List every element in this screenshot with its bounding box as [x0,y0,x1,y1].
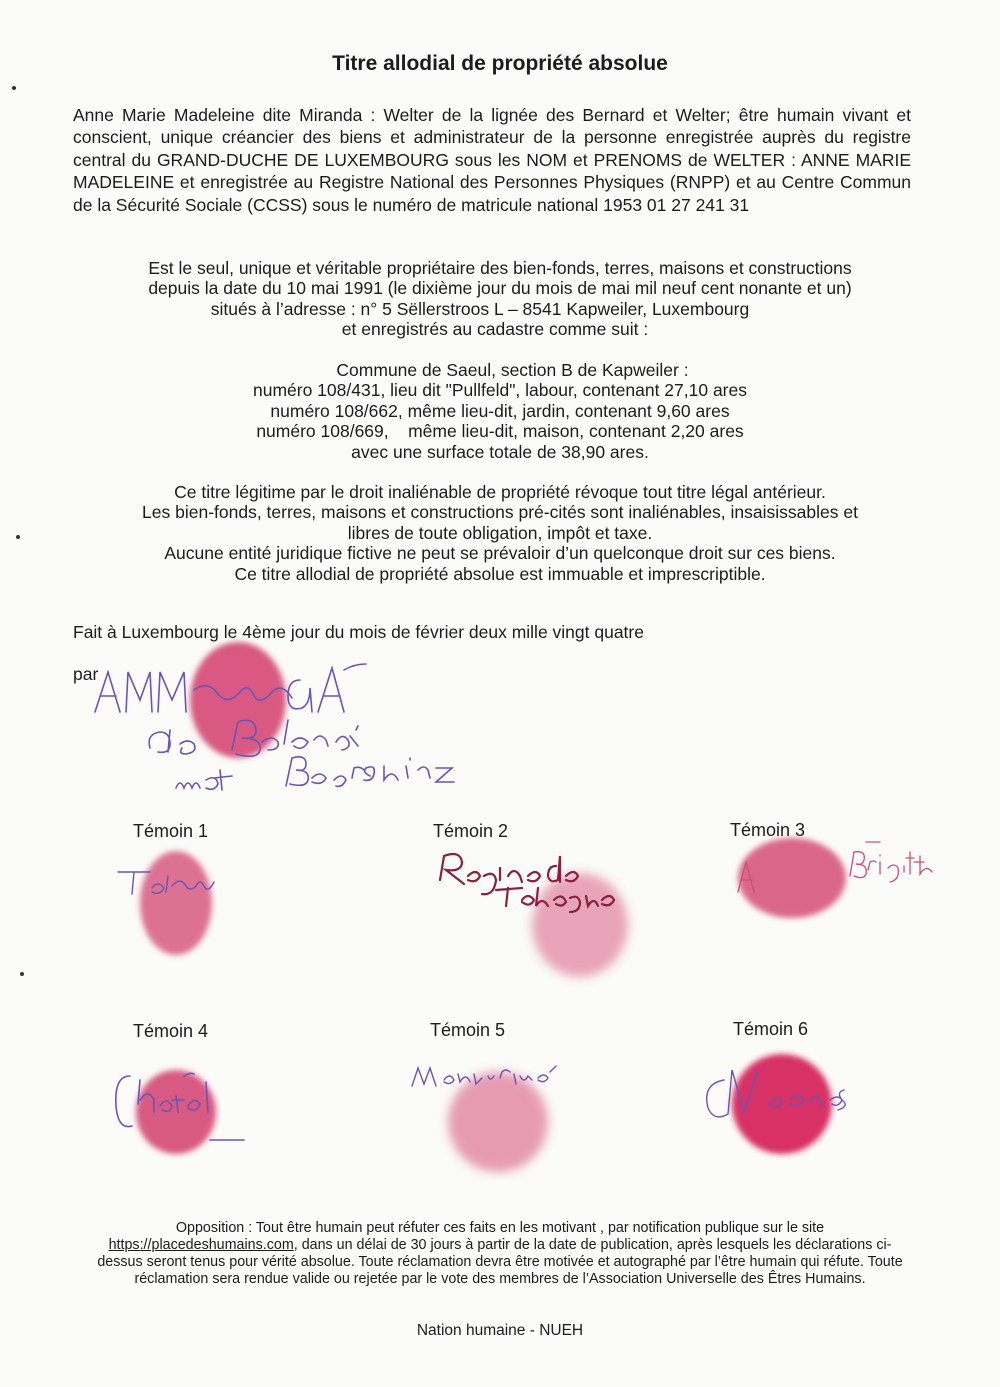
fingerprint-witness-5 [448,1072,548,1172]
cadastre-line: Commune de Saeul, section B de Kapweiler : [336,360,689,380]
ownership-line: depuis la date du 10 mai 1991 (le dixième jour du mois de mai mil neuf cent nonante et un) [148,278,852,299]
witness-label-5: Témoin 5 [430,1020,506,1040]
document-title: Titre allodial de propriété absolue [332,52,668,75]
witness-label-2: Témoin 2 [433,821,509,841]
fingerprint-witness-2 [532,873,628,977]
cadastre-line: numéro 108/669, même lieu-dit, maison, contenant 2,20 ares [256,421,744,442]
intro-paragraph: Anne Marie Madeleine dite Miranda : Welter de la lignée des Bernard et Welter; être humain vivant et conscient, unique créancier des biens et administrateur de la personne enregistrée auprès du registre central du GRAND-DUCHE DE LUXEMBOURG sous les NOM et PRENOMS de WELTER : ANNE MARIE MADELEINE et enregistrée au Registre National des Personnes Physiques (RNPP) et au Centre Commun de la Sécurité Sociale (CCSS) sous le numéro de matricule national 1953 01 27 241 31 [73,105,911,215]
ownership-line: situés à l’adresse : n° 5 Sëllerstroos L – 8541 Kapweiler, Luxembourg [210,298,750,319]
fingerprint-witness-1 [140,851,212,955]
opposition-text: Opposition : Tout être humain peut réfuter ces faits en les motivant , par notification publique sur le site [175,1220,825,1236]
declaration-line: Ce titre légitime par le droit inaliénable de propriété révoque tout titre légal antérieur. [174,482,826,502]
declaration-line: Ce titre allodial de propriété absolue est immuable et imprescriptible. [234,563,766,584]
declaration-line: Aucune entité juridique fictive ne peut se prévaloir d’un quelconque droit sur ces biens. [164,543,836,564]
cadastre-line: numéro 108/431, lieu dit "Pullfeld", labour, contenant 27,10 ares [252,380,747,401]
cadastre-line: numéro 108/662, même lieu-dit, jardin, contenant 9,60 ares [270,400,730,421]
ownership-line: Est le seul, unique et véritable propriétaire des bien-fonds, terres, maisons et constructions [148,258,852,278]
declaration-line: Les bien-fonds, terres, maisons et constructions pré-cités sont inaliénables, insaisissables et [142,502,858,523]
cadastre-line: avec une surface totale de 38,90 ares. [351,441,649,462]
footer-nation: Nation humaine - NUEH [416,1322,584,1339]
witness-label-3: Témoin 3 [730,820,806,840]
opposition-notice [90,1220,910,1288]
fingerprint-witness-3 [738,838,846,918]
witness-label-4: Témoin 4 [133,1021,209,1041]
placedeshumains-link[interactable]: https://placedeshumains.com [108,1237,294,1253]
date-place-line: Fait à Luxembourg le 4ème jour du mois de février deux mille vingt quatre [73,622,644,642]
declaration-line: libres de toute obligation, impôt et taxe. [347,522,653,543]
witness-label-1: Témoin 1 [133,821,209,841]
opposition-text-continued: , dans un délai de 30 jours à partir de la date de publication, après lesquels les déclarations ci-dessus seront tenus pour vérité absolue. Toute réclamation devra être motivée et autographé par l’être humain qui réfute. Toute réclamation sera rendue valide ou rejetée par le vote des membres de l’Association Universelle des Êtres Humains. [97,1237,903,1287]
par-label: par [73,664,99,684]
witness-label-6: Témoin 6 [733,1019,809,1039]
fingerprint-witness-4 [136,1070,216,1154]
ownership-line: et enregistrés au cadastre comme suit : [341,319,649,340]
